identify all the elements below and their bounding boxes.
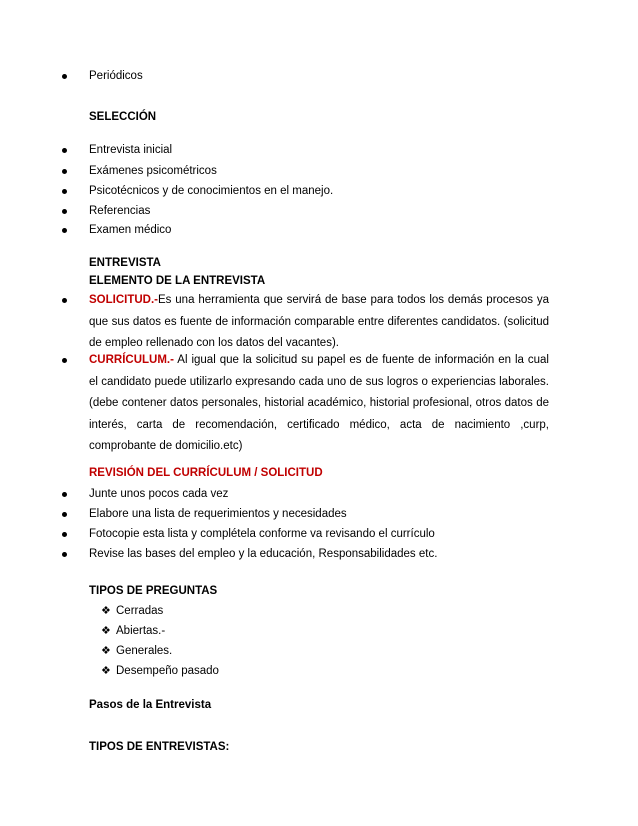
list-item: ❖ Generales. bbox=[101, 645, 173, 657]
list-item: Entrevista inicial bbox=[89, 143, 549, 157]
section-subheading-elemento: ELEMENTO DE LA ENTREVISTA bbox=[89, 275, 266, 287]
list-item: Elabore una lista de requerimientos y necesidades bbox=[89, 507, 549, 521]
term-solicitud: SOLICITUD.- bbox=[89, 294, 158, 306]
section-heading-entrevista: ENTREVISTA bbox=[89, 257, 161, 269]
diamond-bullet-icon: ❖ bbox=[101, 645, 111, 657]
list-item: Examen médico bbox=[89, 223, 549, 237]
diamond-bullet-icon: ❖ bbox=[101, 605, 111, 617]
diamond-bullet-icon: ❖ bbox=[101, 625, 111, 637]
section-heading-seleccion: SELECCIÓN bbox=[89, 111, 157, 123]
paragraph-solicitud bbox=[89, 290, 549, 355]
list-item: Junte unos pocos cada vez bbox=[89, 487, 549, 501]
section-heading-pasos: Pasos de la Entrevista bbox=[89, 699, 212, 711]
list-item: Fotocopie esta lista y complétela conforme va revisando el currículo bbox=[89, 527, 549, 541]
section-heading-preguntas: TIPOS DE PREGUNTAS bbox=[89, 585, 218, 597]
bullet-icon bbox=[62, 298, 67, 303]
term-curriculum: CURRÍCULUM.- bbox=[89, 354, 174, 366]
list-item: ❖ Cerradas bbox=[101, 605, 164, 617]
section-heading-tipos-entrevistas: TIPOS DE ENTREVISTAS: bbox=[89, 741, 230, 753]
list-item: Exámenes psicométricos bbox=[89, 164, 549, 178]
list-item: ❖ Abiertas.- bbox=[101, 625, 166, 637]
bullet-icon bbox=[62, 358, 67, 363]
text-solicitud: Es una herramienta que servirá de base para todos los demás procesos ya que sus datos es fuente de información comparable entre diferentes candidatos. (solicitud de empleo rellenado con los datos del vacantes). bbox=[89, 294, 549, 349]
list-item: ❖ Desempeño pasado bbox=[101, 665, 219, 677]
paragraph-curriculum bbox=[89, 350, 549, 458]
list-item: Psicotécnicos y de conocimientos en el manejo. bbox=[89, 184, 549, 198]
list-item: Revise las bases del empleo y la educación, Responsabilidades etc. bbox=[89, 547, 549, 561]
list-item: Referencias bbox=[89, 204, 549, 218]
list-item: Periódicos bbox=[89, 69, 549, 83]
text-curriculum: Al igual que la solicitud su papel es de fuente de información en la cual el candidato puede utilizarlo expresando cada uno de sus logros o experiencias laborales.(debe contener datos personales, historial académico, historial profesional, otros datos de interés, carta de recomendación, certificado médico, acta de nacimiento ,curp, comprobante de domicilio.etc) bbox=[89, 354, 549, 452]
section-heading-revision: REVISIÓN DEL CURRÍCULUM / SOLICITUD bbox=[89, 467, 323, 479]
diamond-bullet-icon: ❖ bbox=[101, 665, 111, 677]
